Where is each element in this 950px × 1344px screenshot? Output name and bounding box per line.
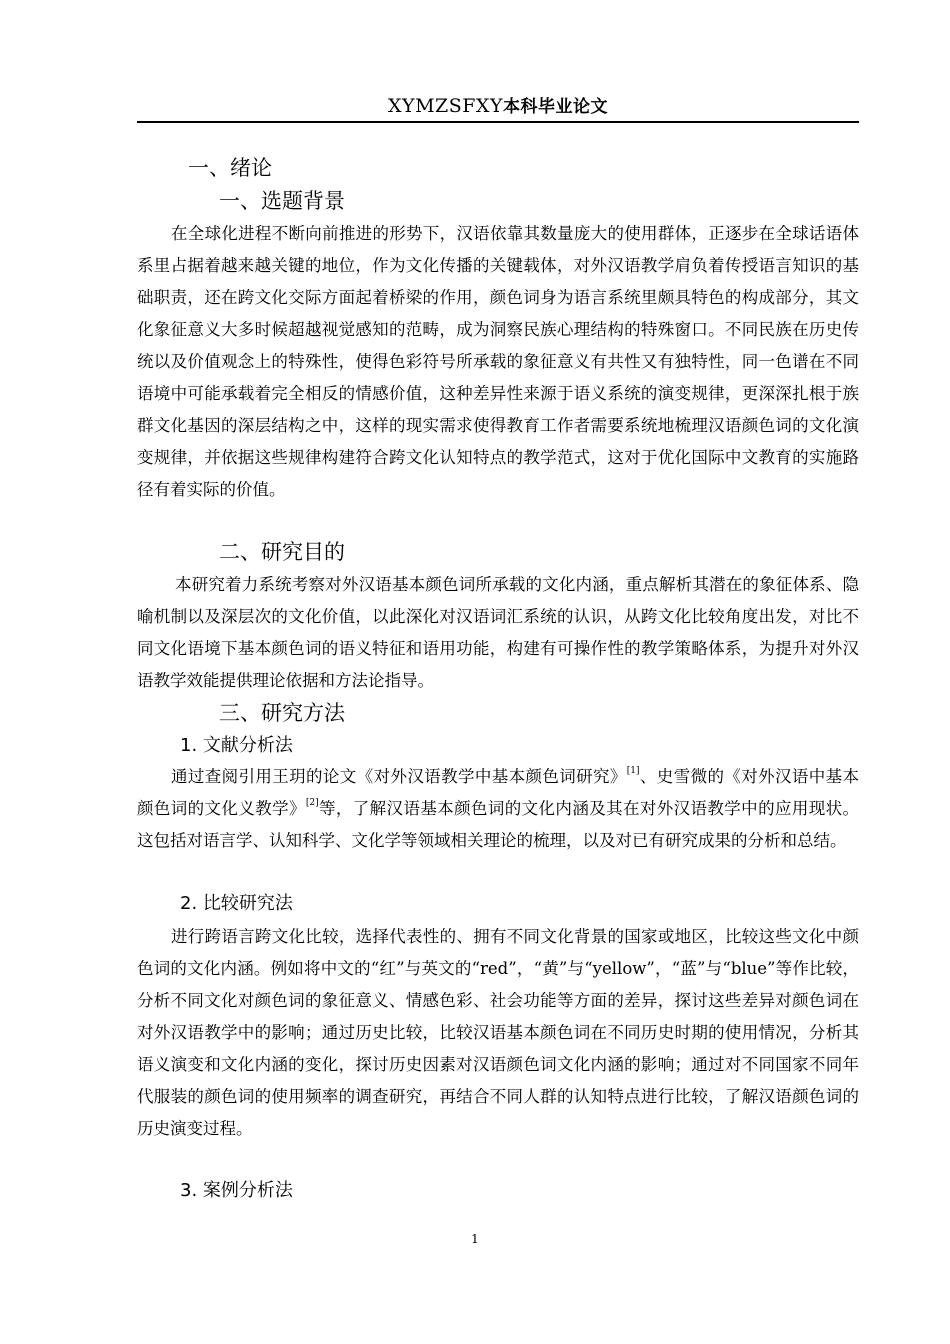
section-paragraph-background: 在全球化进程不断向前推进的形势下，汉语依靠其数量庞大的使用群体，正逐步在全球话语体系里占据着越来越关键的地位，作为文化传播的关键载体，对外汉语教学肩负着传授语言知识的基础职责，还在跨文化交际方面起着桥梁的作用，颜色词身为语言系统里颇具特色的构成部分，其文化象征意义大多时候超越视觉感知的范畴，成为洞察民族心理结构的特殊窗口。不同民族在历史传统以及价值观念上的特殊性，使得色彩符号所承载的象征意义有共性又有独特性，同一色谱在不同语境中可能承载着完全相反的情感价值，这种差异性来源于语义系统的演变规律，更深深扎根于族群文化基因的深层结构之中，这样的现实需求使得教育工作者需要系统地梳理汉语颜色词的文化演变规律，并依据这些规律构建符合跨文化认知特点的教学范式，这对于优化国际中文教育的实施路径有着实际的价值。 [137,224,859,499]
literature-text-c: 等，了解汉语基本颜色词的文化内涵及其在对外汉语教学中的应用现状。这包括对语言学、认知科学、文化学等领域相关理论的梳理，以及对已有研究成果的分析和总结。 [137,799,860,850]
header-title-prefix: XYMZSFXY [388,95,503,117]
literature-text-b: 、史雪微的《对外汉语中基本颜色词的文化义教学》 [137,767,860,818]
method-paragraph-literature [137,761,859,857]
method-title-case: 3. 案例分析法 [180,1180,293,1201]
page-number: 1 [471,1232,479,1246]
section-title-purpose: 二、研究目的 [219,540,345,564]
method-title-comparison: 2. 比较研究法 [180,893,293,914]
section-paragraph-purpose: 本研究着力系统考察对外汉语基本颜色词所承载的文化内涵，重点解析其潜在的象征体系、隐喻机制以及深层次的文化价值，以此深化对汉语词汇系统的认识，从跨文化比较角度出发，对比不同文化语境下基本颜色词的语义特征和语用功能，构建有可操作性的教学策略体系，为提升对外汉语教学效能提供理论依据和方法论指导。 [137,575,859,690]
running-header [137,94,859,119]
header-title-suffix: 本科毕业论文 [503,97,608,117]
chapter-title: 一、绪论 [188,156,272,180]
section-title-background: 一、选题背景 [219,189,345,213]
citation-ref-1: [1] [626,766,640,776]
method-title-literature: 1. 文献分析法 [180,735,293,756]
citation-ref-2: [2] [305,798,319,808]
literature-text-a: 通过查阅引用王玥的论文《对外汉语教学中基本颜色词研究》 [171,767,627,786]
section-title-methods: 三、研究方法 [219,701,345,725]
method-paragraph-comparison: 进行跨语言跨文化比较，选择代表性的、拥有不同文化背景的国家或地区，比较这些文化中颜色词的文化内涵。例如将中文的“红”与英文的“red”，“黄”与“yellow”，“蓝”与“blue”等作比较，分析不同文化对颜色词的象征意义、情感色彩、社会功能等方面的差异，探讨这些差异对颜色词在对外汉语教学中的影响；通过历史比较，比较汉语基本颜色词在不同历史时期的使用情况，分析其语义演变和文化内涵的变化，探讨历史因素对汉语颜色词文化内涵的影响；通过对不同国家不同年代服装的颜色词的使用频率的调查研究，再结合不同人群的认知特点进行比较，了解汉语颜色词的历史演变过程。 [137,927,859,1138]
header-rule [137,121,859,123]
